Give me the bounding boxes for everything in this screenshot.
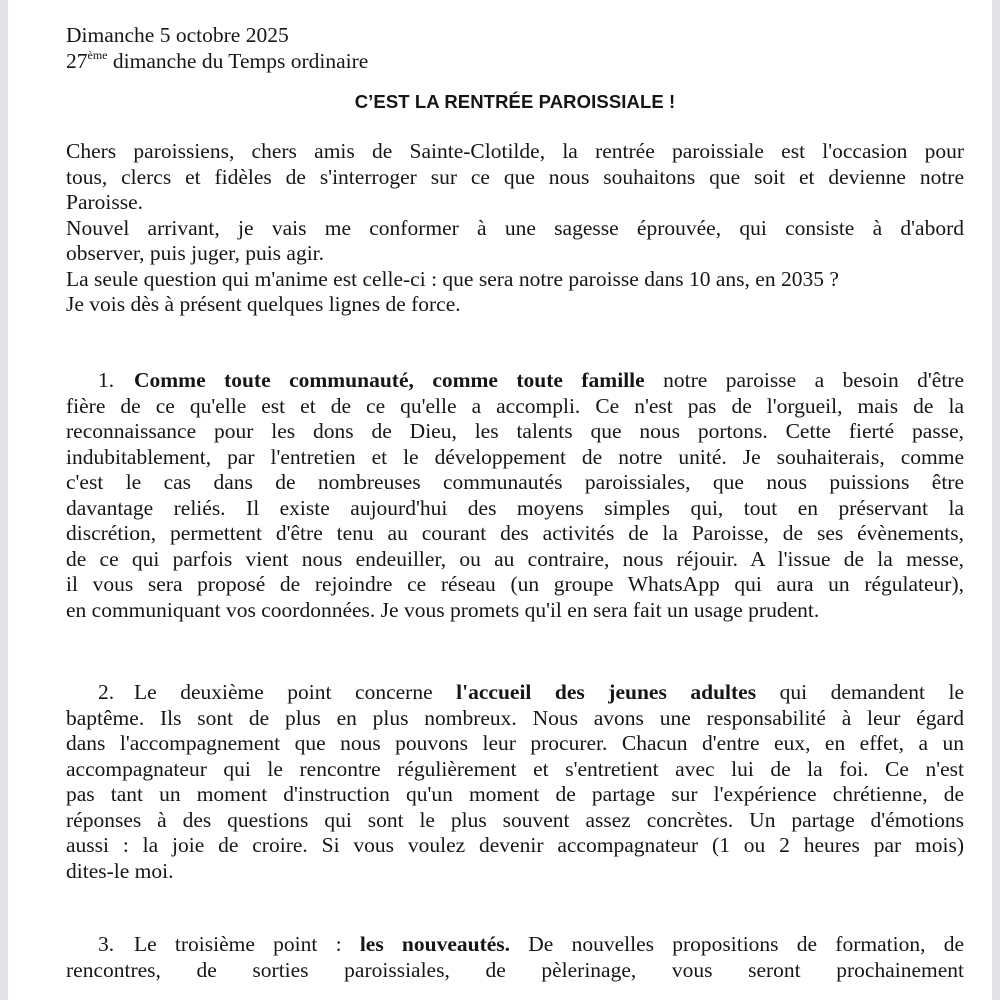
point-line: réponses à des questions qui sont le plus souvent assez concrètes. Un partage d'émotions <box>66 807 964 832</box>
intro-line: Paroisse. <box>66 190 144 214</box>
point-3-heading: les nouveautés. <box>359 932 511 956</box>
point-line: accompagnateur qui le rencontre régulièrement et s'entretient avec lui de la foi. Ce n'est <box>66 756 964 781</box>
point-1 <box>66 368 964 623</box>
intro-line: Je vois dès à présent quelques lignes de force. <box>66 292 461 316</box>
point-2-first-line: 2. Le deuxième point concerne l'accueil des jeunes adultes qui demandent le <box>98 680 964 704</box>
point-line: davantage reliés. Il existe aujourd'hui des moyens simples qui, tout en préservant la <box>66 495 964 520</box>
point-line: c'est le cas dans de nombreuses communautés paroissiales, que nous puissions être <box>66 470 964 494</box>
point-line: de ce qui parfois vient nous endeuiller, ou au contraire, nous réjouir. A l'issue de la messe, <box>66 546 964 571</box>
point-2 <box>66 680 964 884</box>
point-line: indubitablement, par l'entretien et le développement de notre unité. Je souhaiterais, comme <box>66 444 964 469</box>
intro-line: tous, clercs et fidèles de s'interroger sur ce que nous souhaitons que soit et devienne notre <box>66 164 964 189</box>
point-line: dans l'accompagnement que nous pouvons leur procurer. Chacun d'entre eux, en effet, a un <box>66 731 964 755</box>
intro-line: Nouvel arrivant, je vais me conformer à une sagesse éprouvée, qui consiste à d'abord <box>66 215 964 240</box>
document-title: C’EST LA RENTRÉE PAROISSIALE ! <box>354 91 676 112</box>
point-3-first-line: 3. Le troisième point : les nouveautés. De nouvelles propositions de formation, de <box>98 932 964 956</box>
intro-paragraph <box>66 139 964 318</box>
point-line: il vous sera proposé de rejoindre ce réseau (un groupe WhatsApp qui aura un régulateur), <box>66 572 964 596</box>
point-line: baptême. Ils sont de plus en plus nombreux. Nous avons une responsabilité à leur égard <box>66 705 964 730</box>
intro-line: observer, puis juger, puis agir. <box>66 241 325 265</box>
liturgical-sunday-line: 27ème dimanche du Temps ordinaire <box>66 48 369 73</box>
intro-line: Chers paroissiens, chers amis de Sainte-Clotilde, la rentrée paroissiale est l'occasion pour <box>66 139 964 163</box>
point-1-first-line: 1. Comme toute communauté, comme toute famille notre paroisse a besoin d'être <box>98 368 964 392</box>
point-line: discrétion, permettent d'être tenu au courant des activités de la Paroisse, de ses évènements, <box>66 521 964 545</box>
point-line: en communiquant vos coordonnées. Je vous promets qu'il en sera fait un usage prudent. <box>66 597 820 622</box>
page-edge-right <box>992 0 1000 1000</box>
page-edge-left <box>0 0 8 1000</box>
point-line: aussi : la joie de croire. Si vous voulez devenir accompagnateur (1 ou 2 heures par mois) <box>66 833 964 857</box>
point-line: pas tant un moment d'instruction qu'un moment de partage sur l'expérience chrétienne, de <box>66 782 964 806</box>
intro-line: La seule question qui m'anime est celle-ci : que sera notre paroisse dans 10 ans, en 2035 ? <box>66 266 839 291</box>
date-line: Dimanche 5 octobre 2025 <box>66 23 289 47</box>
point-1-heading: Comme toute communauté, comme toute famille <box>134 368 645 392</box>
point-line: rencontres, de sorties paroissiales, de pèlerinage, vous seront prochainement <box>66 957 964 982</box>
point-line: reconnaissance pour les dons de Dieu, les talents que nous portons. Cette fierté passe, <box>66 419 964 443</box>
point-3 <box>66 932 964 983</box>
point-line: fière de ce qu'elle est et de ce qu'elle a accompli. Ce n'est pas de l'orgueil, mais de la <box>66 393 964 418</box>
point-2-heading: l'accueil des jeunes adultes <box>456 680 757 704</box>
point-line: dites-le moi. <box>66 858 174 883</box>
